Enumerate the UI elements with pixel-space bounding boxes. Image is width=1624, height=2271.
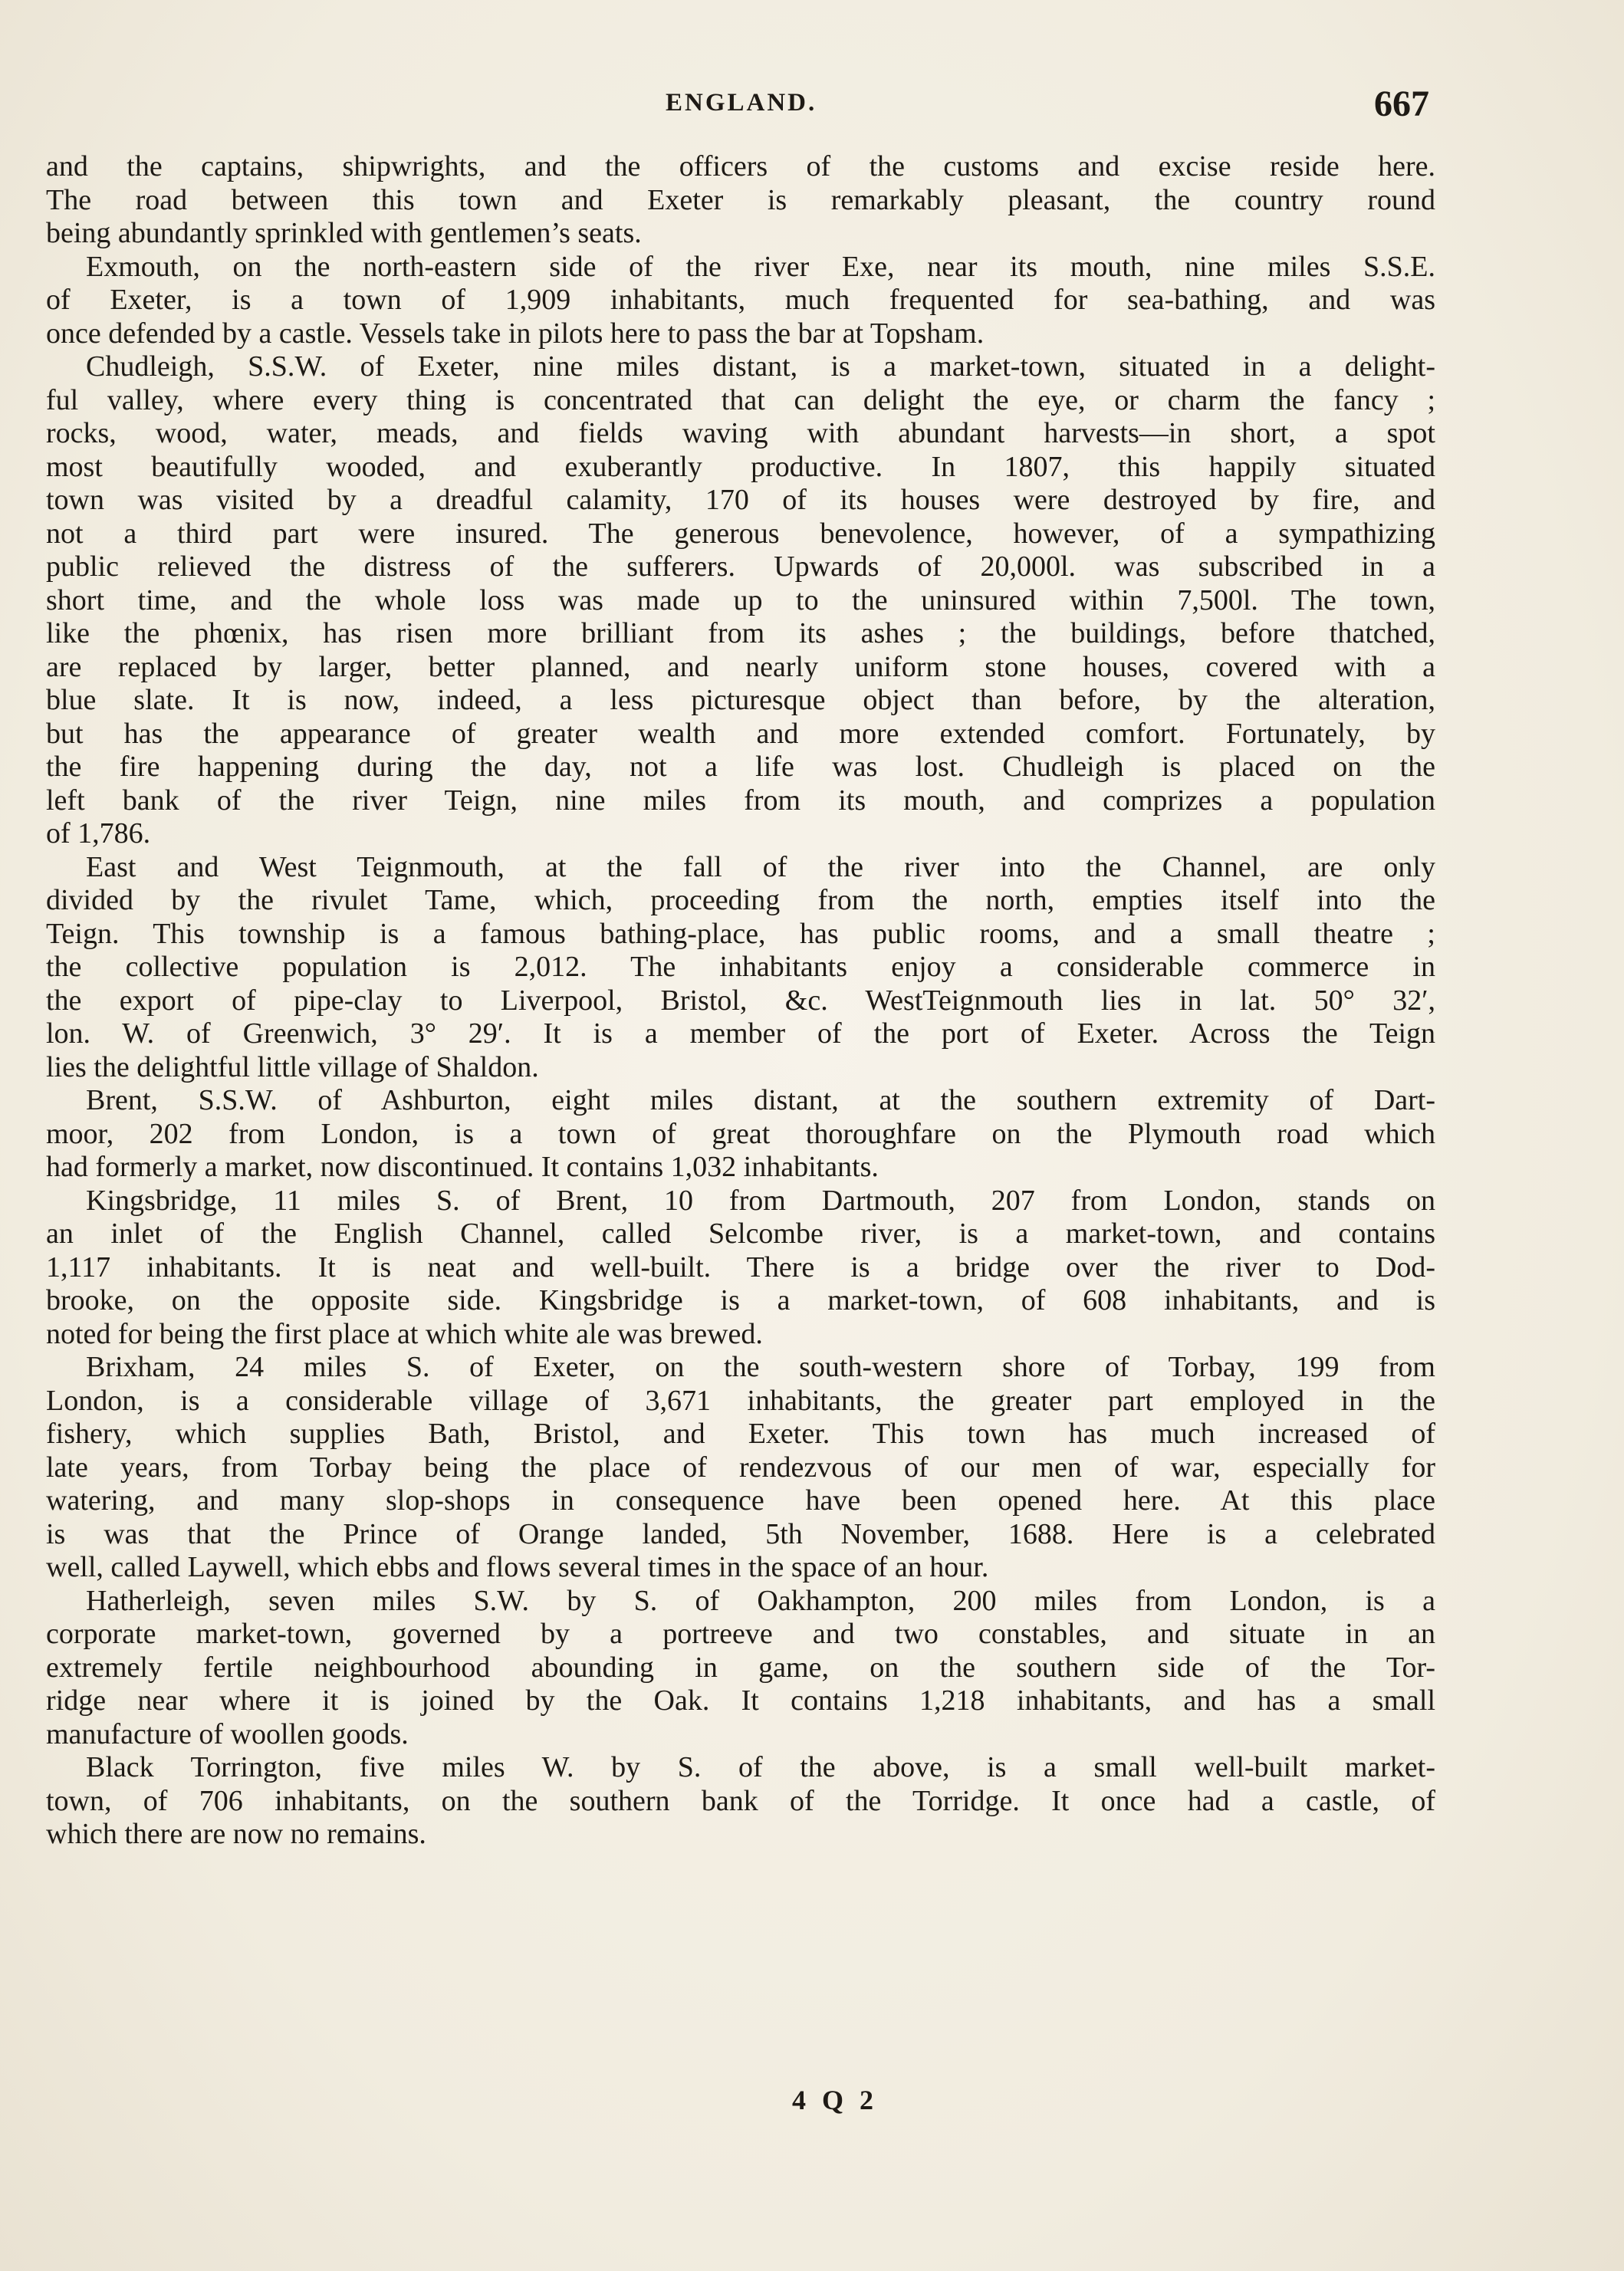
text-line: divided by the rivulet Tame, which, proceeding from the north, empties itself into the — [46, 884, 1435, 916]
text-line: 1,117 inhabitants. It is neat and well-built. There is a bridge over the river to Dod- — [46, 1251, 1435, 1283]
signature-mark: 4 Q 2 — [791, 2085, 878, 2115]
text-line: left bank of the river Teign, nine miles from its mouth, and comprizes a population — [46, 784, 1435, 817]
running-head — [0, 83, 1624, 129]
text-line: ful valley, where every thing is concentrated that can delight the eye, or charm the fancy ; — [46, 383, 1435, 416]
text-line: the export of pipe-clay to Liverpool, Bristol, &c. WestTeignmouth lies in lat. 50° 32′, — [46, 984, 1435, 1017]
paragraph-start-kingsbridge: Kingsbridge, 11 miles S. of Brent, 10 from Dartmouth, 207 from London, stands on — [86, 1184, 1435, 1217]
text-line: but has the appearance of greater wealth and more extended comfort. Fortunately, by — [46, 717, 1435, 750]
text-line: corporate market-town, governed by a portreeve and two constables, and situate in an — [46, 1618, 1435, 1650]
text-line: blue slate. It is now, indeed, a less picturesque object than before, by the alteration, — [46, 684, 1435, 716]
text-line: being abundantly sprinkled with gentlemen’s seats. — [46, 217, 642, 249]
text-line: town, of 706 inhabitants, on the southern bank of the Torridge. It once had a castle, of — [46, 1784, 1435, 1817]
text-line: lon. W. of Greenwich, 3° 29′. It is a member of the port of Exeter. Across the Teign — [46, 1017, 1435, 1050]
text-line: town was visited by a dreadful calamity, 170 of its houses were destroyed by fire, and — [46, 484, 1435, 516]
paragraph-start-teignmouth: East and West Teignmouth, at the fall of the river into the Channel, are only — [86, 850, 1435, 883]
text-line: rocks, wood, water, meads, and fields waving with abundant harvests—in short, a spot — [46, 417, 1435, 449]
text-line: not a third part were insured. The generous benevolence, however, of a sympathizing — [46, 517, 1435, 550]
text-line: watering, and many slop-shops in consequence have been opened here. At this place — [46, 1484, 1435, 1517]
text-line: and the captains, shipwrights, and the officers of the customs and excise reside here. — [46, 150, 1435, 182]
text-line: short time, and the whole loss was made up to the uninsured within 7,500l. The town, — [46, 583, 1435, 616]
text-line: are replaced by larger, better planned, and nearly uniform stone houses, covered with a — [46, 650, 1435, 683]
text-line: lies the delightful little village of Shaldon. — [46, 1050, 539, 1083]
text-line: extremely fertile neighbourhood abounding in game, on the southern side of the Tor- — [46, 1651, 1435, 1684]
body-text — [46, 150, 1435, 1852]
text-line: like the phœnix, has risen more brilliant from its ashes ; the buildings, before thatched, — [46, 617, 1435, 649]
text-line: of Exeter, is a town of 1,909 inhabitants, much frequented for sea-bathing, and was — [46, 284, 1435, 316]
text-line: London, is a considerable village of 3,671 inhabitants, the greater part employed in the — [46, 1384, 1435, 1417]
text-line: most beautifully wooded, and exuberantly productive. In 1807, this happily situated — [46, 450, 1435, 483]
text-line: The road between this town and Exeter is remarkably pleasant, the country round — [46, 183, 1435, 216]
paragraph-start-exmouth: Exmouth, on the north-eastern side of the river Exe, near its mouth, nine miles S.S.E. — [86, 250, 1435, 283]
paragraph-start-brent: Brent, S.S.W. of Ashburton, eight miles distant, at the southern extremity of Dart- — [86, 1084, 1435, 1116]
text-line: once defended by a castle. Vessels take in pilots here to pass the bar at Topsham. — [46, 317, 985, 350]
text-line: late years, from Torbay being the place of rendezvous of our men of war, especially for — [46, 1451, 1435, 1484]
text-line: ridge near where it is joined by the Oak. It contains 1,218 inhabitants, and has a small — [46, 1684, 1435, 1717]
text-line: moor, 202 from London, is a town of great thoroughfare on the Plymouth road which — [46, 1117, 1435, 1150]
text-line: of 1,786. — [46, 817, 151, 850]
text-line: Teign. This township is a famous bathing-place, has public rooms, and a small theatre ; — [46, 917, 1435, 950]
text-line: which there are now no remains. — [46, 1818, 426, 1850]
paragraph-start-brixham: Brixham, 24 miles S. of Exeter, on the south-western shore of Torbay, 199 from — [86, 1351, 1435, 1383]
text-line: had formerly a market, now discontinued. It contains 1,032 inhabitants. — [46, 1151, 879, 1183]
page-number: 667 — [1374, 84, 1429, 124]
text-line: manufacture of woollen goods. — [46, 1717, 409, 1750]
text-line: an inlet of the English Channel, called Selcombe river, is a market-town, and contains — [46, 1218, 1435, 1250]
text-line: public relieved the distress of the sufferers. Upwards of 20,000l. was subscribed in a — [46, 550, 1435, 583]
text-line: the collective population is 2,012. The inhabitants enjoy a considerable commerce in — [46, 951, 1435, 983]
text-line: the fire happening during the day, not a life was lost. Chudleigh is placed on the — [46, 751, 1435, 783]
text-line: brooke, on the opposite side. Kingsbridge is a market-town, of 608 inhabitants, and is — [46, 1284, 1435, 1316]
running-head-title: ENGLAND. — [666, 89, 817, 117]
paragraph-start-chudleigh: Chudleigh, S.S.W. of Exeter, nine miles distant, is a market-town, situated in a delight- — [86, 350, 1435, 383]
text-line: noted for being the first place at which white ale was brewed. — [46, 1317, 763, 1350]
paragraph-start-hatherleigh: Hatherleigh, seven miles S.W. by S. of Oakhampton, 200 miles from London, is a — [86, 1584, 1435, 1617]
text-line: fishery, which supplies Bath, Bristol, and Exeter. This town has much increased of — [46, 1418, 1435, 1450]
text-line: is was that the Prince of Orange landed, 5th November, 1688. Here is a celebrated — [46, 1517, 1435, 1550]
text-line: well, called Laywell, which ebbs and flows several times in the space of an hour. — [46, 1551, 989, 1583]
paragraph-start-black-torrington: Black Torrington, five miles W. by S. of the above, is a small well-built market- — [86, 1751, 1435, 1783]
